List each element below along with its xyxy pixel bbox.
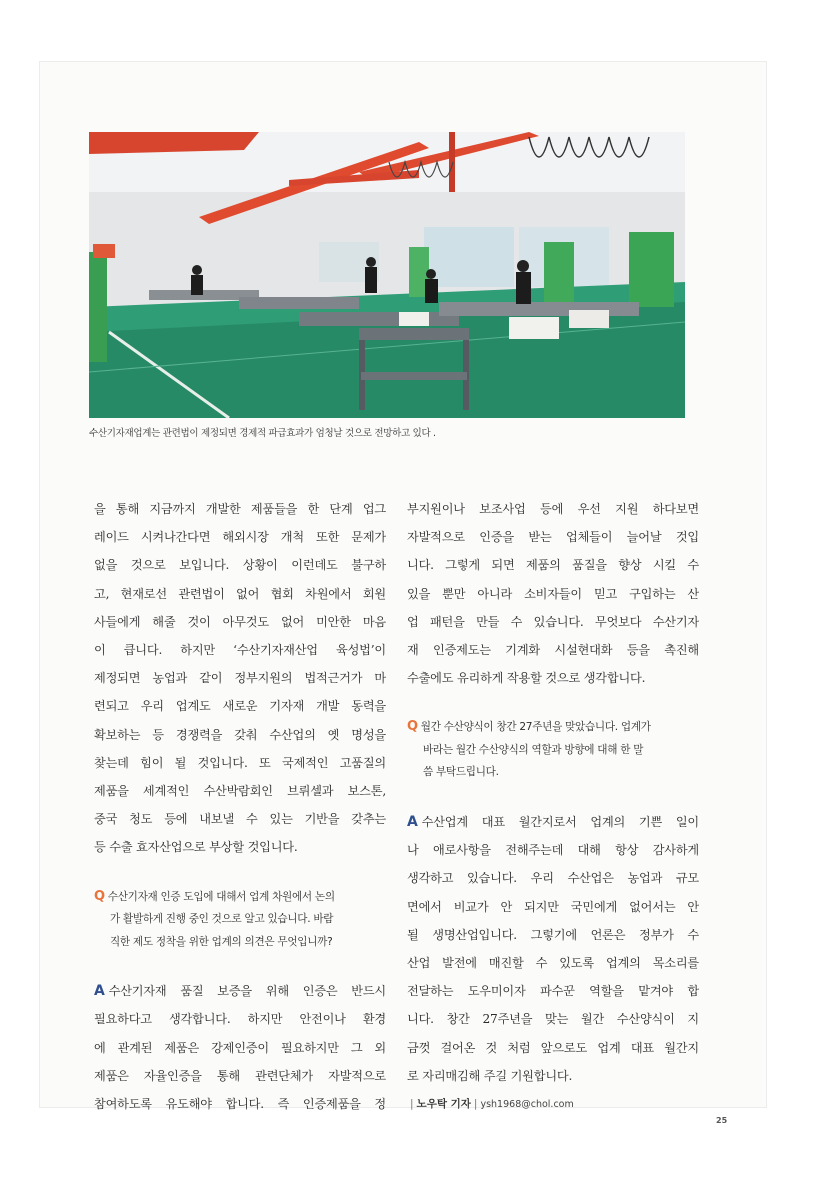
question-text: 월간 수산양식이 창간 27주년을 맞았습니다. 업계가 xyxy=(420,721,651,734)
text-line: 필요하다고 생각합니다. 하지만 안전이나 환경 xyxy=(94,1012,386,1027)
question-text: 가 활발하게 진행 중인 것으로 알고 있습니다. 바람 xyxy=(110,913,334,926)
text-line: 있을 뿐만 아니라 소비자들이 믿고 구입하는 산 xyxy=(407,586,699,601)
text-line: 로 자리매김해 주길 기원합니다. xyxy=(407,1068,573,1083)
right-paragraph xyxy=(407,495,699,692)
answer-text: 수산기자재 품질 보증을 위해 인증은 반드시 xyxy=(108,984,386,999)
text-line: 니다. 그렇게 되면 제품의 품질을 향상 시킬 수 xyxy=(407,558,699,573)
left-column xyxy=(94,495,386,1118)
text-line: 업 패턴을 만들 수 있습니다. 무엇보다 수산기자 xyxy=(407,614,699,629)
text-line: 제품은 자율인증을 통해 관련단체가 자발적으로 xyxy=(94,1068,386,1083)
text-line: 면에서 비교가 안 되지만 국민에게 없어서는 안 xyxy=(407,899,699,914)
question-text: 수산기자재 인증 도입에 대해서 업계 차원에서 논의 xyxy=(107,890,335,903)
text-line: 제정되면 농업과 같이 정부지원의 법적근거가 마 xyxy=(94,671,386,686)
question-block xyxy=(94,886,386,954)
text-line: 찾는데 힘이 될 것입니다. 또 국제적인 고품질의 xyxy=(94,755,386,770)
text-line: 등 수출 효자산업으로 부상할 것입니다. xyxy=(94,840,298,855)
text-line: 금껏 걸어온 것 처럼 앞으로도 업계 대표 월간지 xyxy=(407,1040,699,1055)
answer-paragraph xyxy=(94,977,386,1118)
author-name: 노우탁 기자 xyxy=(416,1097,471,1110)
answer-mark-icon: A xyxy=(94,983,105,1000)
question-text: 바라는 월간 수산양식의 역할과 방향에 대해 한 말 xyxy=(423,743,644,756)
question-text: 직한 제도 정착을 위한 업계의 의견은 무엇입니까? xyxy=(110,935,333,948)
answer-mark-icon: A xyxy=(407,813,418,830)
text-line: 자발적으로 인증을 받는 업체들이 늘어날 것입 xyxy=(407,530,699,545)
text-line: 부지원이나 보조사업 등에 우선 지원 하다보면 xyxy=(407,502,699,516)
text-line: 나 애로사항을 전해주는데 대해 항상 감사하게 xyxy=(407,843,699,858)
text-line: 산업 발전에 매진할 수 있도록 업계의 목소리를 xyxy=(407,955,699,970)
text-line: 에 관계된 제품은 강제인증이 필요하지만 그 외 xyxy=(94,1040,386,1055)
right-column xyxy=(407,495,699,1111)
text-line: 생각하고 있습니다. 우리 수산업은 농업과 규모 xyxy=(407,871,699,886)
text-line: 수출에도 유리하게 작용할 것으로 생각합니다. xyxy=(407,671,646,686)
answer-text: 수산업계 대표 월간지로서 업계의 기쁜 일이 xyxy=(421,814,699,829)
answer-paragraph xyxy=(407,808,699,1090)
text-line: 이 큽니다. 하지만 ‘수산기자재산업 육성법’이 xyxy=(94,643,386,658)
question-block xyxy=(407,716,699,784)
text-line: 니다. 창간 27주년을 맞는 월간 수산양식이 지 xyxy=(407,1012,699,1027)
text-line: 확보하는 등 경쟁력을 갖춰 수산업의 옛 명성을 xyxy=(94,727,386,742)
author-byline: | 노우탁 기자 | ysh1968@chol.com xyxy=(410,1097,574,1110)
factory-photo xyxy=(89,132,685,418)
text-line: 없을 것으로 보입니다. 상황이 이런데도 불구하 xyxy=(94,558,386,573)
text-line: 참여하도록 유도해야 합니다. 즉 인증제품을 정 xyxy=(94,1096,386,1111)
text-line: 사들에게 해줄 것이 아무것도 없어 미안한 마음 xyxy=(94,614,386,629)
text-line: 재 인증제도는 기계화 시설현대화 등을 촉진해 xyxy=(407,643,699,658)
text-line: 중국 청도 등에 내보낼 수 있는 기반을 갖추는 xyxy=(94,812,386,827)
photo-caption: 수산기자재업계는 관련법이 제정되면 경제적 파급효과가 엄청날 것으로 전망하고 있다 . xyxy=(89,428,436,439)
text-line: 전달하는 도우미이자 파수꾼 역할을 맡겨야 합 xyxy=(407,984,699,999)
page-number: 25 xyxy=(716,1116,728,1125)
text-line: 련되고 우리 업계도 새로운 기자재 개발 동력을 xyxy=(94,699,386,714)
question-mark-icon: Q xyxy=(407,719,418,735)
question-mark-icon: Q xyxy=(94,888,105,904)
author-email: ysh1968@chol.com xyxy=(480,1098,574,1110)
text-line: 될 생명산업입니다. 그렇기에 언론은 정부가 수 xyxy=(407,927,699,942)
text-line: 고, 현재로선 관련법이 없어 협회 차원에서 회원 xyxy=(94,586,386,601)
text-line: 제품을 세계적인 수산박람회인 브뤼셀과 보스톤, xyxy=(94,784,386,799)
left-paragraph xyxy=(94,495,386,862)
question-text: 씀 부탁드립니다. xyxy=(423,766,499,779)
factory-photo-illustration xyxy=(89,132,685,418)
text-line: 레이드 시켜나간다면 해외시장 개척 또한 문제가 xyxy=(94,530,386,545)
text-line: 을 통해 지금까지 개발한 제품들을 한 단계 업그 xyxy=(94,502,386,516)
